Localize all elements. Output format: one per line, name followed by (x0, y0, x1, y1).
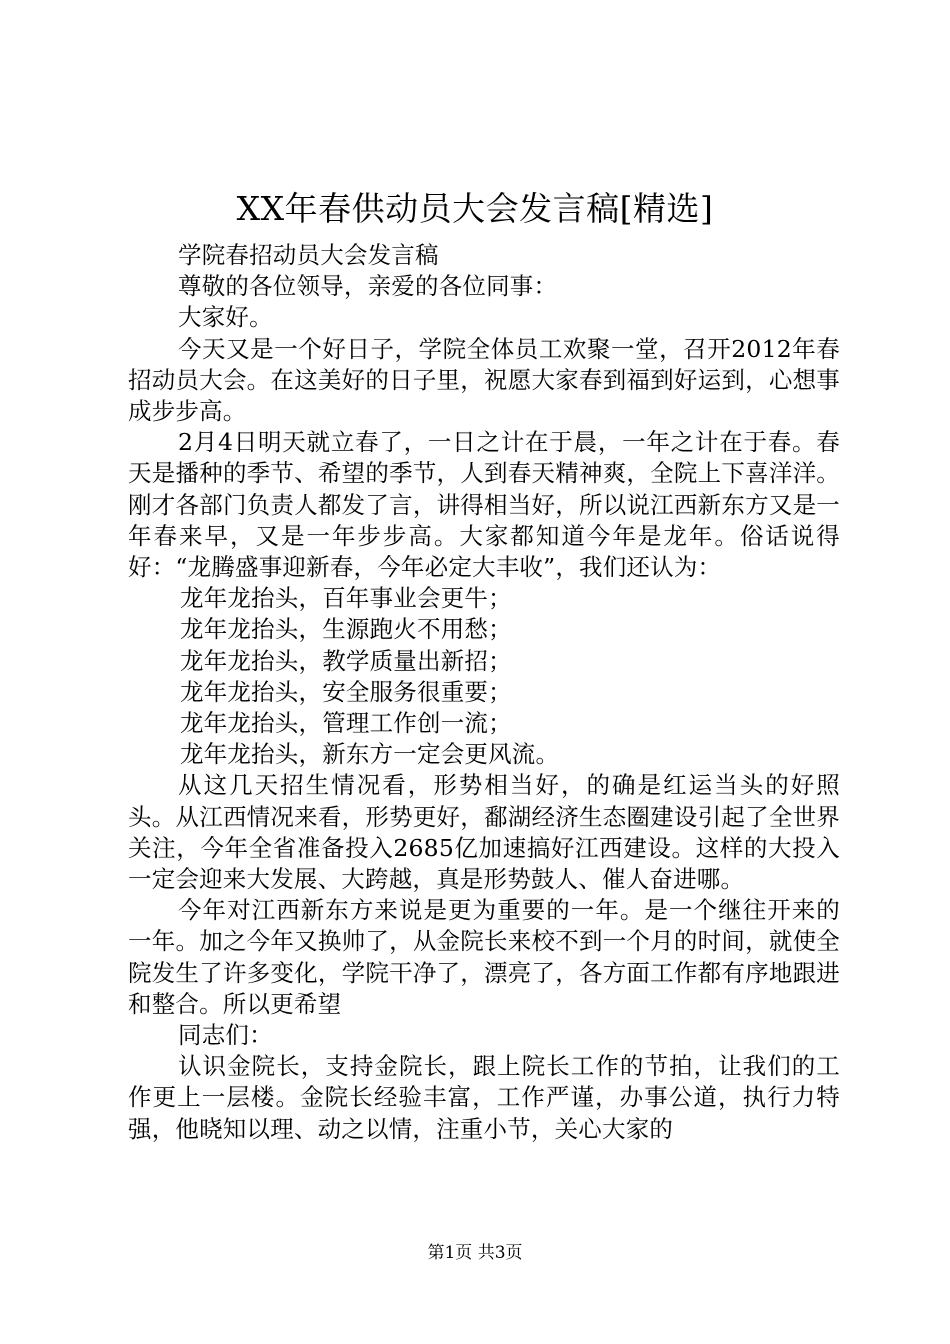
verse-line: 龙年龙抬头，教学质量出新招； (180, 646, 512, 675)
paragraph-subtitle: 学院春招动员大会发言稿 (178, 241, 439, 269)
paragraph: 2月4日明天就立春了，一日之计在于晨，一年之计在于春。春天是播种的季节、希望的季节，人到春天精神爽，全院上下喜洋洋。刚才各部门负责人都发了言，讲得相当好，所以说江西新东方又是一年春来早，又是一年步步高。大家都知道今年是龙年。俗话说得好：“龙腾盛事迎新春，今年必定大丰收”，我们还认为： (128, 428, 840, 582)
paragraph: 同志们： (178, 1021, 273, 1050)
verse-line: 龙年龙抬头，新东方一定会更风流。 (180, 740, 560, 769)
page-number: 第1页 共3页 (427, 1243, 523, 1263)
verse-line: 龙年龙抬头，管理工作创一流； (180, 709, 512, 738)
paragraph: 从这几天招生情况看，形势相当好，的确是红运当头的好照头。从江西情况来看，形势更好，鄱湖经济生态圈建设引起了全世界关注，今年全省准备投入2685亿加速搞好江西建设。这样的大投入一定会迎来大发展、大跨越，真是形势鼓人、催人奋进哪。 (128, 771, 840, 894)
verse-line: 龙年龙抬头，百年事业会更牛； (180, 584, 512, 613)
paragraph-greeting: 大家好。 (178, 303, 273, 332)
verse-line: 龙年龙抬头，生源跑火不用愁； (180, 615, 512, 644)
paragraph: 认识金院长，支持金院长，跟上院长工作的节拍，让我们的工作更上一层楼。金院长经验丰富，工作严谨，办事公道，执行力特强，他晓知以理、动之以情，注重小节，关心大家的 (128, 1052, 840, 1143)
paragraph: 今天又是一个好日子，学院全体员工欢聚一堂，召开2012年春招动员大会。在这美好的日子里，祝愿大家春到福到好运到，心想事成步步高。 (128, 334, 840, 426)
paragraph: 今年对江西新东方来说是更为重要的一年。是一个继往开来的一年。加之今年又换帅了，从金院长来校不到一个月的时间，就使全院发生了许多变化，学院干净了，漂亮了，各方面工作都有序地跟进和整合。所以更希望 (128, 896, 840, 1018)
document-body (128, 240, 840, 1145)
document-title: XX年春供动员大会发言稿[精选] (236, 189, 714, 228)
verse-line: 龙年龙抬头，安全服务很重要； (180, 677, 512, 706)
paragraph-salutation: 尊敬的各位领导，亲爱的各位同事： (178, 272, 558, 301)
